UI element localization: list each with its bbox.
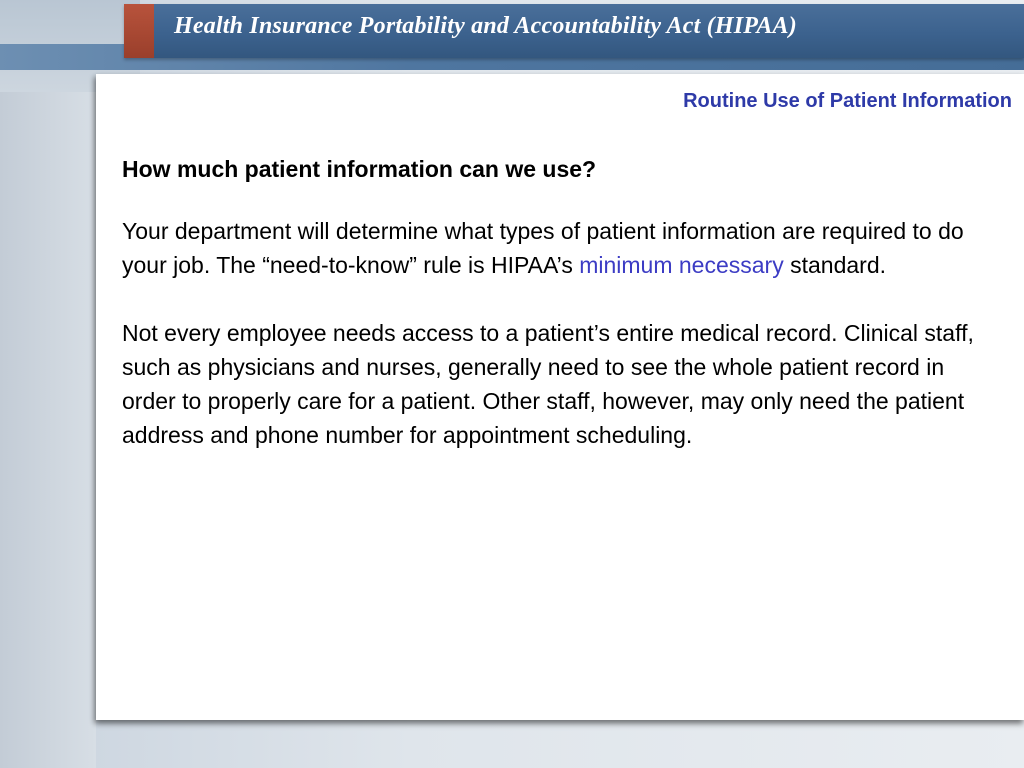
slide-content [122, 152, 1002, 486]
paragraph-text-after: standard. [783, 252, 887, 278]
header-title: Health Insurance Portability and Accountability Act (HIPAA) [174, 13, 797, 39]
header-accent-block [124, 4, 154, 58]
slide-page [96, 74, 1024, 720]
minimum-necessary-term: minimum necessary [579, 252, 784, 278]
left-background-strip [0, 0, 96, 768]
paragraph-need-to-know [122, 214, 1002, 282]
slide-subtitle: Routine Use of Patient Information [683, 90, 1012, 112]
paragraph-access: Not every employee needs access to a patient’s entire medical record. Clinical staff, such as physicians and nurses, generally need to see the whole patient record in order to properly care for a patient. Other staff, however, may only need the patient address and phone number for appointment scheduling. [122, 320, 974, 448]
paragraph-text-before: Your department will determine what types of patient information are required to do your job. The “need-to-know” rule is HIPAA’s [122, 218, 964, 278]
slide-question: How much patient information can we use? [122, 156, 597, 182]
